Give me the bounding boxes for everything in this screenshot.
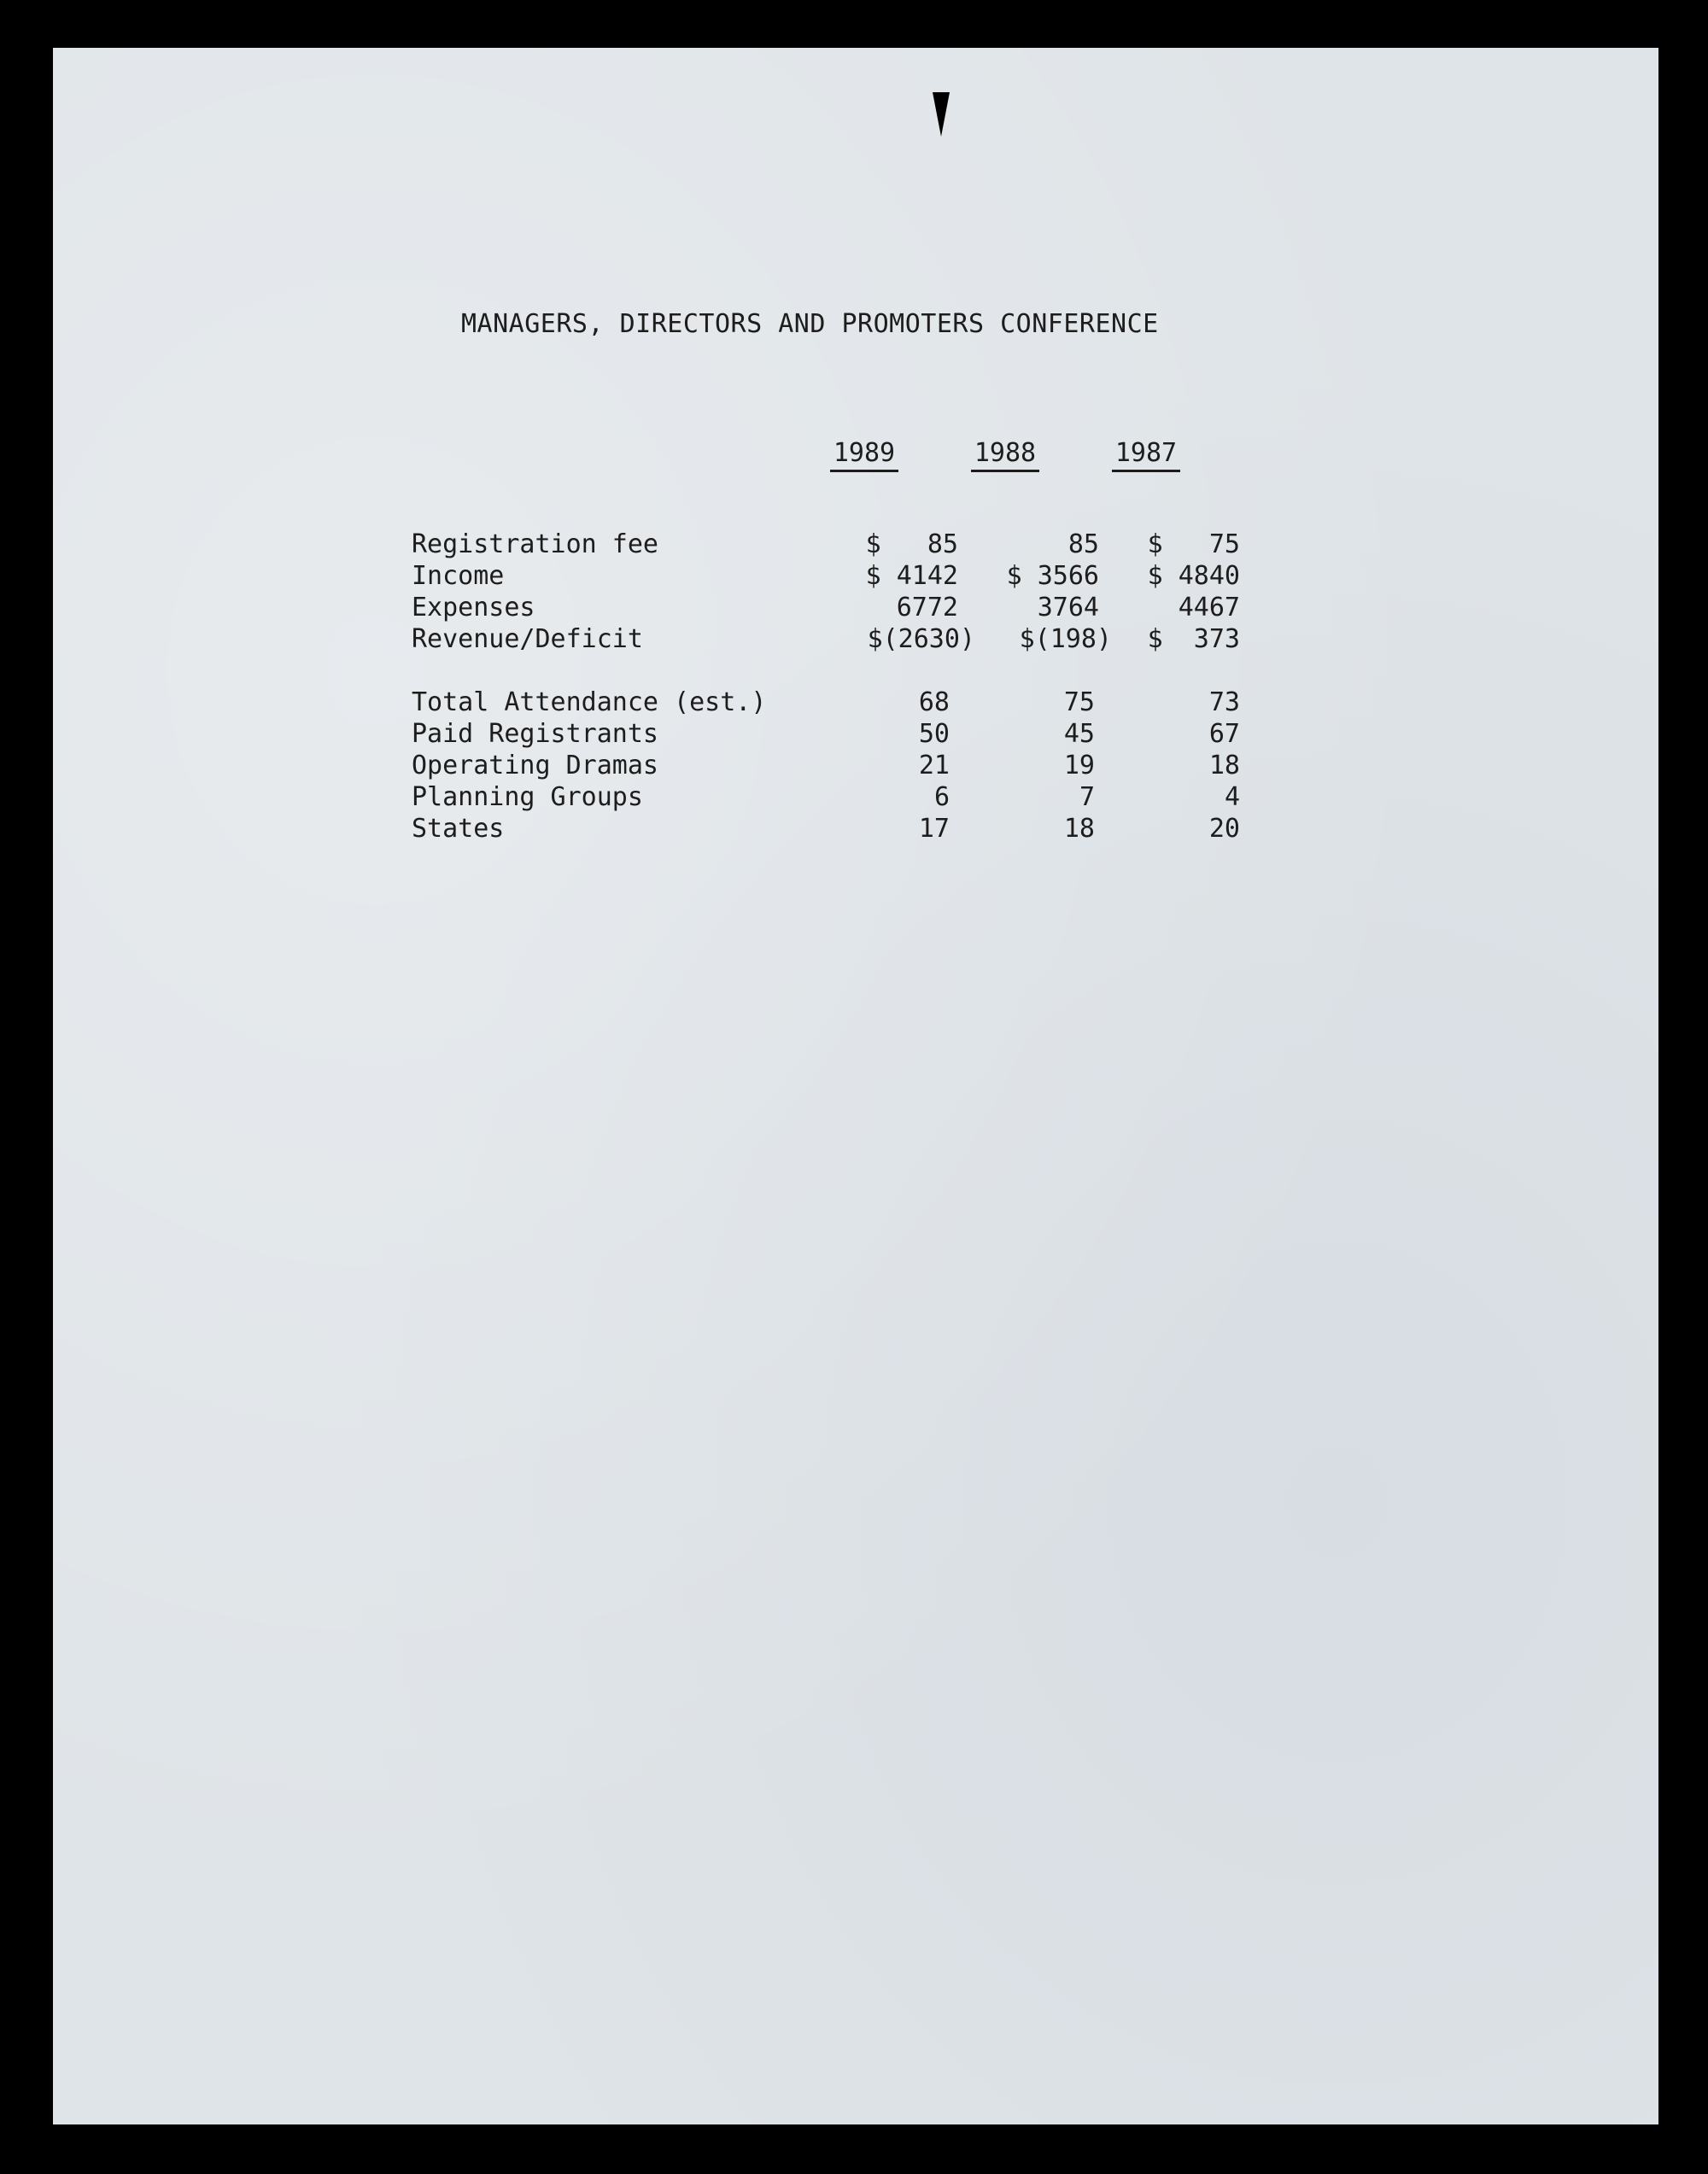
- table-row-paid-registrants: [412, 719, 1266, 751]
- cell-1988: $(198): [1019, 624, 1112, 654]
- cell-1987: $ 373: [1147, 624, 1240, 654]
- table-row-income: [412, 561, 1266, 593]
- cell-1989: $(2630): [867, 624, 975, 654]
- row-label: Planning Groups: [412, 782, 643, 812]
- cell-1988: 75: [1063, 687, 1095, 717]
- row-label: Registration fee: [412, 529, 658, 559]
- paper-page: [53, 48, 1658, 2124]
- table-row-total-attendance: [412, 687, 1266, 719]
- cell-1989: 17: [918, 814, 950, 844]
- cell-1987: $ 75: [1147, 529, 1240, 559]
- cell-1988: $ 3566: [1006, 561, 1099, 591]
- cell-1987: 18: [1208, 751, 1240, 780]
- cell-1987: 20: [1208, 814, 1240, 844]
- cell-1988: 7: [1079, 782, 1095, 812]
- row-label: Paid Registrants: [412, 719, 658, 749]
- cell-1989: 6772: [896, 593, 958, 622]
- year-header-1989: 1989: [830, 438, 898, 472]
- cell-1989: 50: [918, 719, 950, 749]
- cell-1987: 4467: [1178, 593, 1240, 622]
- row-label: Operating Dramas: [412, 751, 658, 780]
- document-title: MANAGERS, DIRECTORS AND PROMOTERS CONFERENCE: [461, 309, 1159, 339]
- cell-1987: 67: [1208, 719, 1240, 749]
- cell-1988: 18: [1063, 814, 1095, 844]
- paper-notch: [933, 92, 950, 137]
- cell-1989: 68: [918, 687, 950, 717]
- cell-1987: $ 4840: [1147, 561, 1240, 591]
- table-row-states: [412, 814, 1266, 845]
- cell-1989: $ 85: [865, 529, 958, 559]
- cell-1987: 4: [1224, 782, 1240, 812]
- row-label: Total Attendance (est.): [412, 687, 767, 717]
- row-label: Income: [412, 561, 505, 591]
- table-row-registration-fee: [412, 529, 1266, 561]
- cell-1989: 6: [933, 782, 950, 812]
- cell-1987: 73: [1208, 687, 1240, 717]
- cell-1989: $ 4142: [865, 561, 958, 591]
- row-label: Expenses: [412, 593, 535, 622]
- table-row-operating-dramas: [412, 751, 1266, 782]
- table-row-planning-groups: [412, 782, 1266, 814]
- cell-1988: 3764: [1037, 593, 1099, 622]
- year-header-1988: 1988: [971, 438, 1039, 472]
- cell-1988: 19: [1063, 751, 1095, 780]
- cell-1988: 45: [1063, 719, 1095, 749]
- row-label: Revenue/Deficit: [412, 624, 643, 654]
- year-header-1987: 1987: [1112, 438, 1180, 472]
- table-row-expenses: [412, 593, 1266, 624]
- cell-1989: 21: [918, 751, 950, 780]
- row-label: States: [412, 814, 505, 844]
- cell-1988: 85: [1068, 529, 1099, 559]
- table-row-revenue-deficit: [412, 624, 1266, 656]
